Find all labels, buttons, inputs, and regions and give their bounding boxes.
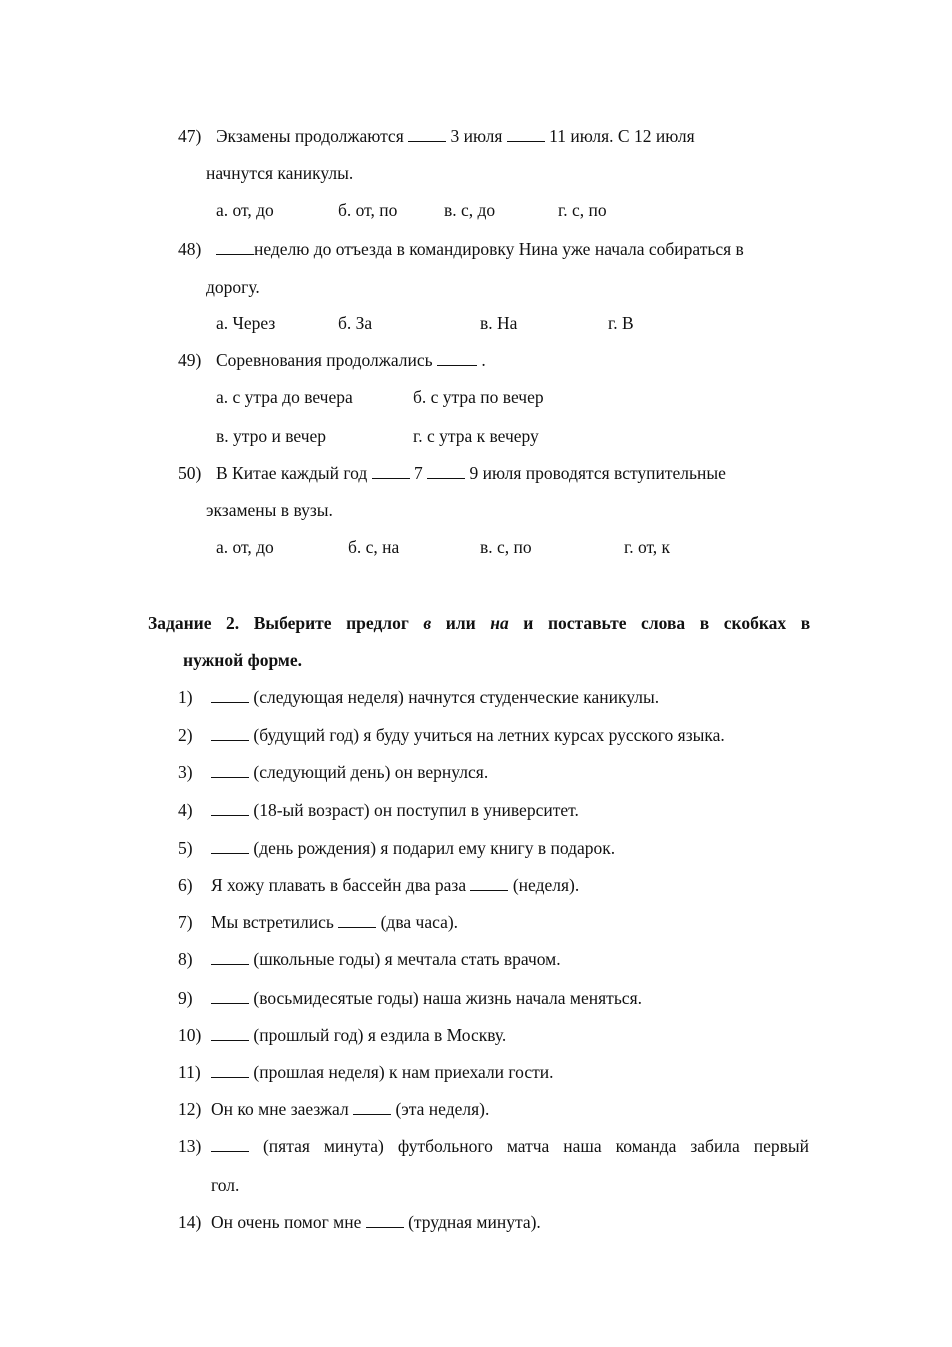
exercise-item [178, 725, 725, 745]
answer-blank [211, 1137, 249, 1152]
option-d: г. с, по [558, 200, 607, 220]
exercise-number: 4) [178, 800, 193, 820]
option-b: б. с, на [348, 537, 400, 557]
question-text: 3 июля [450, 126, 503, 146]
exercise-text: Он ко мне заезжал [211, 1099, 349, 1119]
exercise-number: 5) [178, 838, 193, 858]
question-continuation: начнутся каникулы. [206, 163, 354, 183]
exercise-item [178, 838, 615, 858]
task-word: Выберите [253, 613, 332, 633]
answer-blank [211, 1063, 249, 1078]
exercise-text: (прошлая неделя) к нам приехали гости. [253, 1062, 554, 1082]
exercise-item [178, 687, 659, 707]
exercise-text: (два часа). [380, 912, 459, 932]
exercise-number: 12) [178, 1099, 202, 1119]
exercise-number: 2) [178, 725, 193, 745]
question-continuation: дорогу. [206, 277, 260, 297]
answer-blank [211, 688, 249, 703]
exercise-text: (будущий год) я буду учиться на летних курсах русского языка. [253, 725, 725, 745]
option-a: а. от, до [216, 200, 274, 220]
question-text: 7 [414, 463, 423, 483]
task-word-italic: в [423, 613, 432, 633]
question-text: 11 июля. С 12 июля [549, 126, 695, 146]
exercise-text: (прошлый год) я ездила в Москву. [253, 1025, 507, 1045]
answer-blank [408, 127, 446, 142]
exercise-item [178, 912, 458, 932]
exercise-text: (трудная минута). [408, 1212, 541, 1232]
answer-blank [211, 763, 249, 778]
option-b: б. с утра по вечер [413, 387, 544, 407]
exercise-item [178, 1025, 506, 1045]
answer-blank [211, 1026, 249, 1041]
exercise-text: (18-ый возраст) он поступил в университет. [253, 800, 579, 820]
exercise-text: (эта неделя). [395, 1099, 490, 1119]
exercise-number: 6) [178, 875, 193, 895]
exercise-text: (следующая неделя) начнутся студенческие каникулы. [253, 687, 660, 707]
exercise-text: (восьмидесятые годы) наша жизнь начала меняться. [253, 988, 642, 1008]
question-50 [178, 463, 726, 483]
option-c: в. На [480, 313, 518, 333]
exercise-text: Он очень помог мне [211, 1212, 362, 1232]
exercise-number: 7) [178, 912, 193, 932]
question-number: 47) [178, 126, 202, 146]
exercise-number: 8) [178, 949, 193, 969]
task-word: в [800, 613, 811, 633]
task-word: поставьте [547, 613, 627, 633]
exercise-item [178, 1099, 489, 1119]
question-number: 50) [178, 463, 202, 483]
task-heading [148, 613, 810, 633]
question-number: 49) [178, 350, 202, 370]
exercise-text: (неделя). [512, 875, 580, 895]
exercise-item [178, 988, 642, 1008]
answer-blank [338, 913, 376, 928]
option-a: а. от, до [216, 537, 274, 557]
exercise-text: (школьные годы) я мечтала стать врачом. [253, 949, 561, 969]
option-a: а. с утра до вечера [216, 387, 353, 407]
exercise-item [178, 762, 488, 782]
option-c: в. с, по [480, 537, 532, 557]
task-word: скобках [723, 613, 787, 633]
exercise-item [178, 1136, 809, 1156]
option-b: б. За [338, 313, 373, 333]
task-word: или [445, 613, 476, 633]
question-text: . [481, 350, 486, 370]
exercise-item [178, 1062, 554, 1082]
question-number: 48) [178, 239, 202, 259]
task-label: Задание 2. [148, 613, 240, 633]
answer-blank [211, 989, 249, 1004]
question-text: 9 июля проводятся вступительные [469, 463, 726, 483]
answer-blank [507, 127, 545, 142]
question-text: Соревнования продолжались [216, 350, 433, 370]
task-word: и [523, 613, 534, 633]
exercise-text: (следующий день) он вернулся. [253, 762, 489, 782]
answer-blank [366, 1213, 404, 1228]
answer-blank [470, 876, 508, 891]
exercise-number: 13) [178, 1136, 202, 1156]
question-text: неделю до отъезда в командировку Нина уже начала собираться в [254, 239, 744, 259]
exercise-number: 9) [178, 988, 193, 1008]
option-d: г. В [608, 313, 634, 333]
option-b: б. от, по [338, 200, 398, 220]
exercise-number: 10) [178, 1025, 202, 1045]
exercise-item [178, 949, 561, 969]
task-word-italic: на [490, 613, 509, 633]
exercise-continuation: гол. [211, 1175, 240, 1195]
answer-blank [437, 351, 477, 366]
exercise-text: (пятая минута) футбольного матча наша команда забила первый [262, 1136, 810, 1156]
question-47 [178, 126, 695, 146]
question-48 [178, 239, 744, 259]
option-d: г. с утра к вечеру [413, 426, 539, 446]
question-continuation: экзамены в вузы. [206, 500, 333, 520]
task-heading-continuation: нужной форме. [183, 650, 302, 670]
option-a: а. Через [216, 313, 276, 333]
answer-blank [372, 464, 410, 479]
option-c: в. с, до [444, 200, 496, 220]
answer-blank [211, 726, 249, 741]
answer-blank [211, 839, 249, 854]
task-word: в [699, 613, 710, 633]
exercise-item [178, 800, 579, 820]
exercise-text: (день рождения) я подарил ему книгу в подарок. [253, 838, 616, 858]
exercise-item [178, 875, 579, 895]
exercise-number: 1) [178, 687, 193, 707]
exercise-item [178, 1212, 541, 1232]
exercise-text: Мы встретились [211, 912, 334, 932]
option-c: в. утро и вечер [216, 426, 327, 446]
answer-blank [216, 240, 254, 255]
answer-blank [353, 1100, 391, 1115]
answer-blank [211, 950, 249, 965]
exercise-number: 14) [178, 1212, 202, 1232]
question-text: Экзамены продолжаются [216, 126, 404, 146]
exercise-text: Я хожу плавать в бассейн два раза [211, 875, 467, 895]
option-d: г. от, к [624, 537, 671, 557]
answer-blank [427, 464, 465, 479]
question-49 [178, 350, 486, 370]
question-text: В Китае каждый год [216, 463, 368, 483]
exercise-number: 11) [178, 1062, 201, 1082]
task-word: слова [641, 613, 686, 633]
answer-blank [211, 801, 249, 816]
exercise-number: 3) [178, 762, 193, 782]
task-word: предлог [346, 613, 409, 633]
